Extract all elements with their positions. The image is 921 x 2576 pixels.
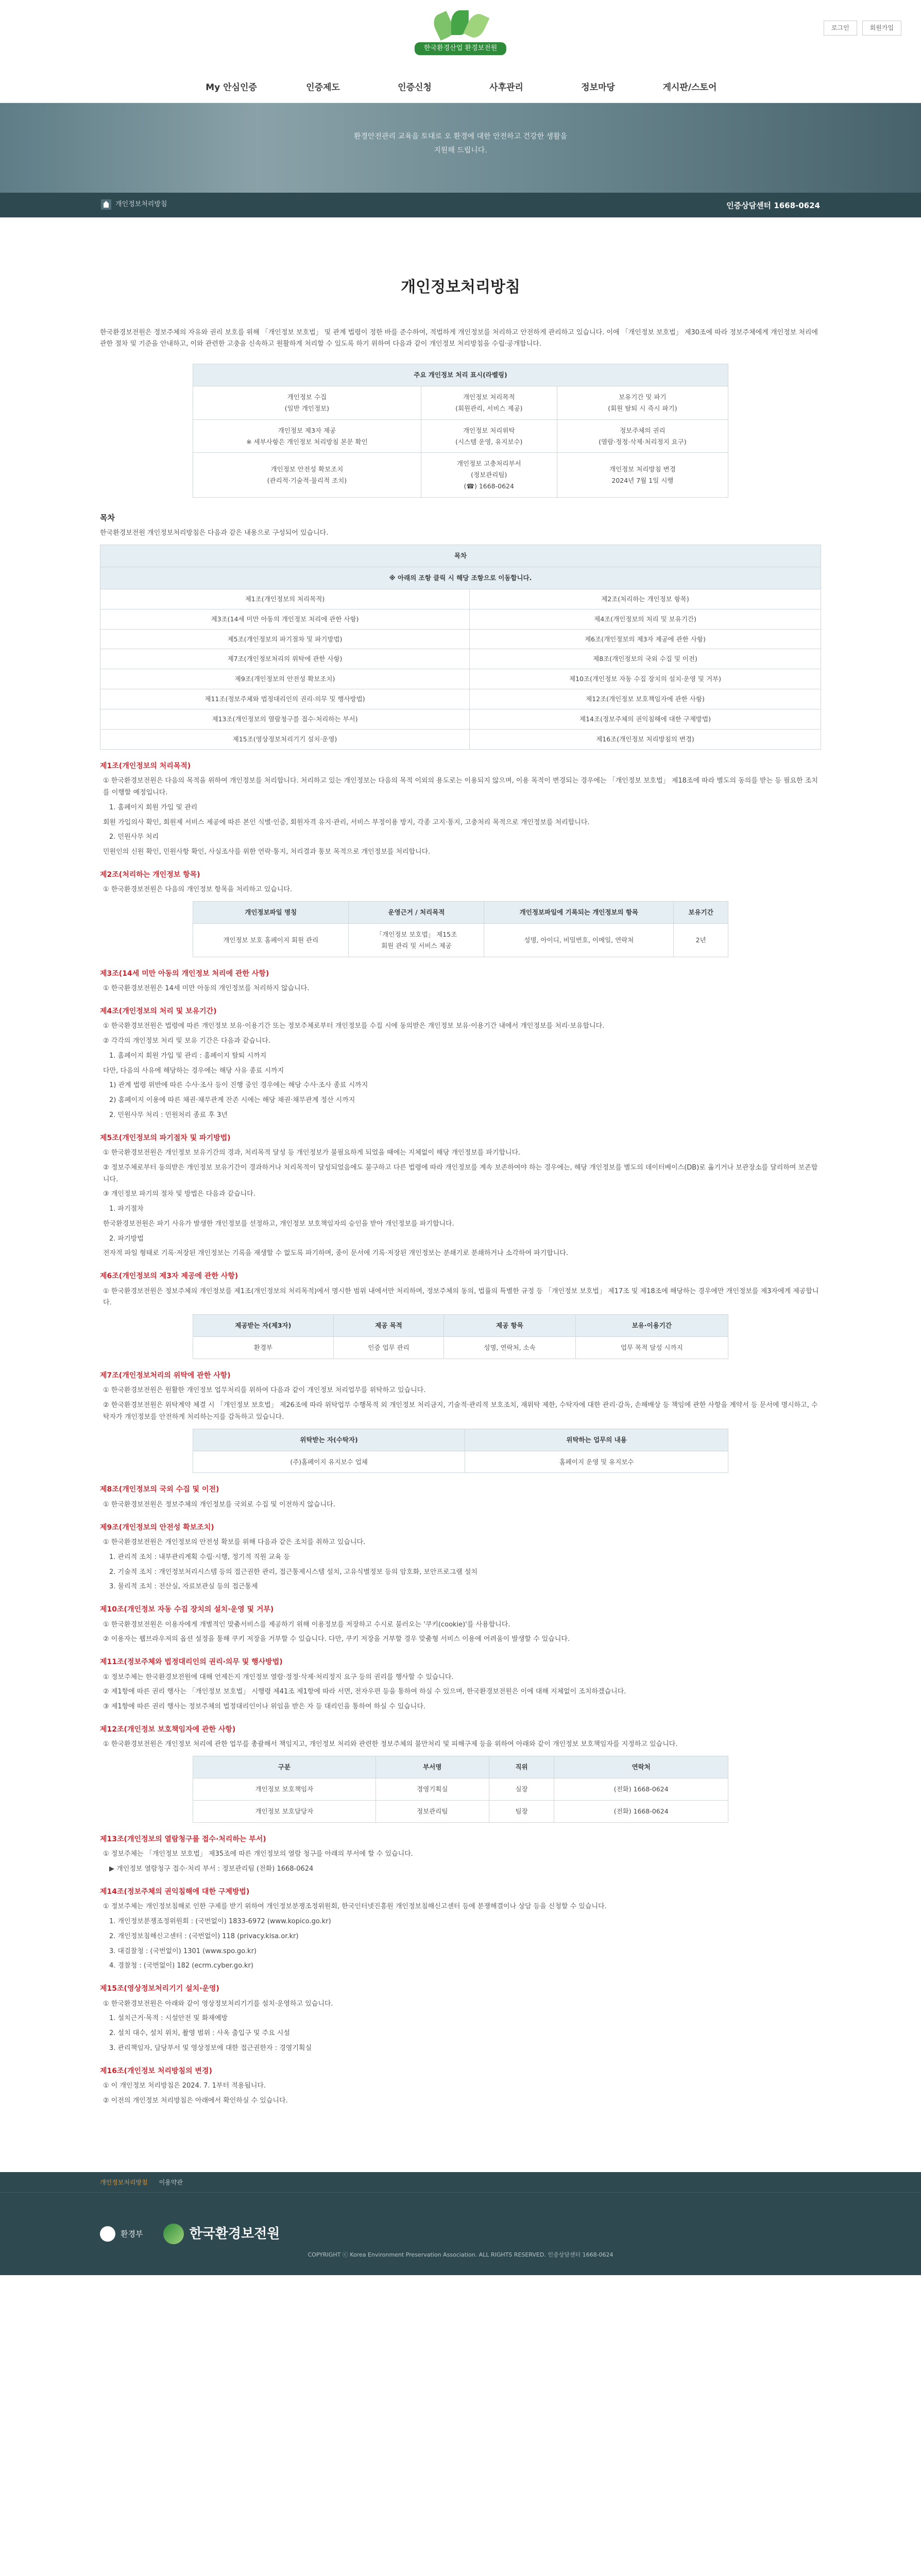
toc-row — [100, 649, 821, 669]
policy-section — [100, 760, 821, 858]
toc-subhead: ※ 아래의 조항 클릭 시 해당 조항으로 이동합니다. — [100, 567, 821, 589]
menu-my-certification[interactable]: My 안심인증 — [206, 82, 257, 93]
section-paragraph: 2. 설치 대수, 설치 위치, 촬영 범위 : 사옥 출입구 및 주요 시설 — [109, 2029, 290, 2037]
policy-section — [100, 1603, 821, 1646]
labeling-cell: 개인정보 고충처리부서 (정보관리팀) (☎) 1668-0624 — [421, 453, 557, 498]
section-paragraph: 다만, 다음의 사유에 해당하는 경우에는 해당 사유 종료 시까지 — [103, 1066, 284, 1075]
table-cell: (주)홈페이지 유지보수 업체 — [193, 1451, 465, 1473]
section-table — [193, 1429, 728, 1473]
section-paragraph: ③ 개인정보 파기의 절차 및 방법은 다음과 같습니다. — [103, 1190, 255, 1198]
section-paragraph: ① 이 개인정보 처리방침은 2024. 7. 1부터 적용됩니다. — [103, 2082, 266, 2090]
policy-section — [100, 1521, 821, 1594]
table-cell: 개인정보 보호담당자 — [193, 1800, 376, 1822]
agency-logo — [163, 2223, 280, 2246]
labeling-row — [193, 453, 728, 498]
breadcrumb — [101, 199, 167, 211]
section-paragraph: 1. 개인정보분쟁조정위원회 : (국번없이) 1833-6972 (www.kopico.go.kr) — [109, 1918, 331, 1925]
table-row — [193, 1800, 728, 1822]
section-paragraph: 2. 개인정보침해신고센터 : (국번없이) 118 (privacy.kisa.or.kr) — [109, 1932, 299, 1940]
section-paragraph: 2. 민원사무 처리 : 민원처리 종료 후 3년 — [109, 1111, 228, 1119]
breadcrumb-current: 개인정보처리방침 — [115, 200, 167, 208]
labeling-cell: 개인정보 처리목적 (회원관리, 서비스 제공) — [421, 386, 557, 419]
section-title: 제6조(개인정보의 제3자 제공에 관한 사항) — [100, 1272, 238, 1281]
table-header-cell: 개인정보파일에 기록되는 개인정보의 항목 — [484, 902, 674, 924]
section-title: 제10조(개인정보 자동 수집 장치의 설치·운영 및 거부) — [100, 1605, 274, 1614]
table-header-cell: 운영근거 / 처리목적 — [349, 902, 484, 924]
site-footer — [0, 2172, 921, 2275]
table-cell: (전화) 1668-0624 — [554, 1800, 728, 1822]
table-header-cell: 보유기간 — [674, 902, 728, 924]
section-paragraph: 4. 경찰청 : (국번없이) 182 (ecrm.cyber.go.kr) — [109, 1962, 253, 1970]
policy-section — [100, 2065, 821, 2107]
section-paragraph: 1. 홈페이지 회원 가입 및 관리 — [109, 803, 198, 811]
section-paragraph: ② 한국환경보전원은 위탁계약 체결 시 「개인정보 보호법」 제26조에 따라 위탁업무 수행목적 외 개인정보 처리금지, 기술적·관리적 보호조치, 재위탁 제한, 수탁자에 대한 관리·감독, 손해배상 등 책임에 관한 사항을 계약서 등 문서에 명시하고, 수탁자가 개인정보를 안전하게 처리하는지를 감독하고 있습니다. — [103, 1401, 818, 1421]
section-table — [193, 1314, 728, 1359]
section-title: 제8조(개인정보의 국외 수집 및 이전) — [100, 1485, 219, 1494]
section-paragraph: ▶ 개인정보 열람청구 접수·처리 부서 : 정보관리팀 (전화) 1668-0624 — [109, 1865, 314, 1873]
policy-section — [100, 968, 821, 995]
toc-row — [100, 689, 821, 709]
table-header-row — [193, 1756, 728, 1778]
table-cell: 「개인정보 보호법」 제15조 회원 관리 및 서비스 제공 — [349, 923, 484, 957]
section-paragraph: ② 각각의 개인정보 처리 및 보유 기간은 다음과 같습니다. — [103, 1037, 271, 1045]
toc-row — [100, 729, 821, 749]
section-title: 제5조(개인정보의 파기절차 및 파기방법) — [100, 1133, 231, 1142]
labeling-cell: 개인정보 처리위탁 (시스템 운영, 유지보수) — [421, 419, 557, 453]
section-paragraph: ① 정보주체는 한국환경보전원에 대해 언제든지 개인정보 열람·정정·삭제·처리정지 요구 등의 권리를 행사할 수 있습니다. — [103, 1673, 454, 1681]
home-icon[interactable] — [101, 199, 111, 210]
section-title: 제12조(개인정보 보호책임자에 관한 사항) — [100, 1725, 236, 1734]
footer-link-privacy[interactable]: 개인정보처리방침 — [100, 2178, 148, 2186]
toc-link[interactable]: 제2조(처리하는 개인정보 항목) — [469, 589, 821, 609]
table-cell: 인증 업무 관리 — [333, 1337, 444, 1359]
table-header-cell: 제공 목적 — [333, 1315, 444, 1337]
menu-certification-apply[interactable]: 인증신청 — [398, 82, 432, 93]
toc-link[interactable]: 제12조(개인정보 보호책임자에 관한 사항) — [469, 689, 821, 709]
toc-link[interactable]: 제14조(정보주체의 권익침해에 대한 구제방법) — [469, 709, 821, 730]
intro-text: 한국환경보전원은 정보주체의 자유와 권리 보호를 위해 「개인정보 보호법」 및 관계 법령이 정한 바를 준수하여, 적법하게 개인정보를 처리하고 안전하게 관리하고 있습니다. 이에 「개인정보 보호법」 제30조에 따라 정보주체에게 개인정보 처리에 관한 절차 및 기준을 안내하고, 이와 관련한 고충을 신속하고 원활하게 처리할 수 있도록 하기 위하여 다음과 같이 개인정보 처리방침을 수립·공개합니다. — [100, 328, 818, 348]
table-header-cell: 제공 항목 — [444, 1315, 575, 1337]
section-paragraph: 민원인의 신원 확인, 민원사항 확인, 사실조사를 위한 연락·통지, 처리결과 통보 목적으로 개인정보를 처리합니다. — [103, 848, 431, 856]
section-paragraph: 1. 홈페이지 회원 가입 및 관리 : 홈페이지 탈퇴 시까지 — [109, 1052, 267, 1060]
section-paragraph: ① 한국환경보전원은 원활한 개인정보 업무처리를 위하여 다음과 같이 개인정보 처리업무를 위탁하고 있습니다. — [103, 1386, 426, 1395]
section-paragraph: 2. 민원사무 처리 — [109, 833, 159, 841]
table-cell: 환경부 — [193, 1337, 334, 1359]
ministry-logo — [100, 2226, 143, 2242]
policy-section — [100, 869, 821, 957]
section-title: 제7조(개인정보처리의 위탁에 관한 사항) — [100, 1371, 231, 1380]
section-paragraph: 2) 홈페이지 이용에 따른 채권·채무관계 잔존 시에는 해당 채권·채무관계 정산 시까지 — [109, 1096, 355, 1105]
table-cell: 홈페이지 운영 및 유지보수 — [465, 1451, 728, 1473]
section-paragraph: ① 한국환경보전원은 정보주체의 개인정보를 국외로 수집 및 이전하지 않습니다. — [103, 1500, 335, 1509]
table-cell: 경영기획실 — [376, 1778, 489, 1801]
table-header-cell: 위탁하는 업무의 내용 — [465, 1429, 728, 1451]
toc-row — [100, 629, 821, 649]
section-paragraph: 3. 대검찰청 : (국번없이) 1301 (www.spo.go.kr) — [109, 1947, 257, 1955]
toc-link[interactable]: 제11조(정보주체와 법정대리인의 권리·의무 및 행사방법) — [100, 689, 470, 709]
labeling-cell: 보유기간 및 파기 (회원 탈퇴 시 즉시 파기) — [557, 386, 728, 419]
labeling-cell: 개인정보 안전성 확보조치 (관리적·기술적·물리적 조치) — [193, 453, 421, 498]
section-paragraph: ② 이용자는 웹브라우저의 옵션 설정을 통해 쿠키 저장을 거부할 수 있습니다. 다만, 쿠키 저장을 거부할 경우 맞춤형 서비스 이용에 어려움이 발생할 수 있습니다. — [103, 1635, 570, 1643]
toc-row — [100, 609, 821, 629]
privacy-policy-content — [100, 217, 821, 2172]
banner-line: 지원해 드립니다. — [434, 146, 487, 155]
section-paragraph: 3. 관리책임자, 담당부서 및 영상정보에 대한 접근권한자 : 경영기획실 — [109, 2044, 312, 2052]
menu-board[interactable]: 게시판/스토어 — [662, 82, 717, 93]
section-title: 제14조(정보주체의 권익침해에 대한 구제방법) — [100, 1887, 250, 1896]
menu-information[interactable]: 정보마당 — [581, 82, 615, 93]
menu-after-management[interactable]: 사후관리 — [489, 82, 523, 93]
toc-link[interactable]: 제8조(개인정보의 국외 수집 및 이전) — [469, 649, 821, 669]
policy-section — [100, 1483, 821, 1511]
policy-section — [100, 1833, 821, 1875]
section-title: 제3조(14세 미만 아동의 개인정보 처리에 관한 사항) — [100, 969, 269, 978]
consult-tel: 인증상담센터 1668-0624 — [726, 201, 820, 210]
leaf-logo-icon — [419, 10, 502, 41]
toc-link[interactable]: 제1조(개인정보의 처리목적) — [100, 589, 470, 609]
section-title: 제2조(처리하는 개인정보 항목) — [100, 870, 200, 879]
section-paragraph: ① 한국환경보전원은 다음의 목적을 위하여 개인정보를 처리합니다. 처리하고 있는 개인정보는 다음의 목적 이외의 용도로는 이용되지 않으며, 이용 목적이 변경되는 경우에는 「개인정보 보호법」 제18조에 따라 별도의 동의를 받는 등 필요한 조치를 이행할 예정입니다. — [103, 777, 818, 796]
toc-row — [100, 709, 821, 730]
sub-visual-banner — [0, 103, 921, 193]
logo-text: 한국환경산업 환경보전원 — [415, 42, 506, 55]
page-title: 개인정보처리방침 — [401, 278, 520, 296]
table-row — [193, 1778, 728, 1801]
section-paragraph: 전자적 파일 형태로 기록·저장된 개인정보는 기록을 재생할 수 없도록 파기하며, 종이 문서에 기록·저장된 개인정보는 분쇄기로 분쇄하거나 소각하여 파기합니다. — [103, 1249, 569, 1258]
labeling-cell: 개인정보 수집 (일반 개인정보) — [193, 386, 421, 419]
toc-description: 한국환경보전원 개인정보처리방침은 다음과 같은 내용으로 구성되어 있습니다. — [100, 529, 329, 537]
section-paragraph: ① 정보주체는 개인정보침해로 인한 구제를 받기 위하여 개인정보분쟁조정위원회, 한국인터넷진흥원 개인정보침해신고센터 등에 분쟁해결이나 상담 등을 신청할 수 있습니다. — [103, 1903, 607, 1911]
section-paragraph: ① 한국환경보전원은 이용자에게 개별적인 맞춤서비스를 제공하기 위해 이용정보를 저장하고 수시로 불러오는 '쿠키(cookie)'를 사용합니다. — [103, 1620, 510, 1629]
site-logo[interactable] — [415, 10, 506, 55]
policy-section — [100, 1723, 821, 1823]
section-paragraph: ① 한국환경보전원은 개인정보의 안전성 확보를 위해 다음과 같은 조치를 취하고 있습니다. — [103, 1538, 366, 1547]
policy-section — [100, 1656, 821, 1713]
section-paragraph: ① 한국환경보전원은 다음의 개인정보 항목을 처리하고 있습니다. — [103, 886, 293, 894]
section-paragraph: ① 한국환경보전원은 법령에 따른 개인정보 보유·이용기간 또는 정보주체로부터 개인정보를 수집 시에 동의받은 개인정보 보유·이용기간 내에서 개인정보를 처리·보유합니다. — [103, 1022, 605, 1030]
ministry-logo-text: 환경부 — [121, 2229, 143, 2239]
toc-link[interactable]: 제5조(개인정보의 파기절차 및 파기방법) — [100, 629, 470, 649]
banner-text — [0, 130, 921, 157]
table-header-row — [193, 1429, 728, 1451]
section-paragraph: 한국환경보전원은 파기 사유가 발생한 개인정보를 선정하고, 개인정보 보호책임자의 승인을 받아 개인정보를 파기합니다. — [103, 1219, 454, 1228]
section-paragraph: ② 제1항에 따른 권리 행사는 「개인정보 보호법」 시행령 제41조 제1항에 따라 서면, 전자우편 등을 통하여 하실 수 있으며, 한국환경보전원은 이에 대해 지체없이 조치하겠습니다. — [103, 1688, 626, 1696]
toc-link[interactable]: 제16조(개인정보 처리방침의 변경) — [469, 729, 821, 749]
section-paragraph: ① 한국환경보전원은 개인정보 보유기간의 경과, 처리목적 달성 등 개인정보가 불필요하게 되었을 때에는 지체없이 해당 개인정보를 파기합니다. — [103, 1149, 521, 1157]
table-header-row — [193, 1315, 728, 1337]
labeling-row — [193, 386, 728, 419]
table-header-row — [193, 902, 728, 924]
policy-section — [100, 1005, 821, 1122]
agency-logo-text: 한국환경보전원 — [189, 2226, 280, 2242]
footer-link-terms[interactable]: 이용약관 — [159, 2178, 183, 2186]
table-header-cell: 연락처 — [554, 1756, 728, 1778]
section-paragraph: 1) 관계 법령 위반에 따른 수사·조사 등이 진행 중인 경우에는 해당 수사·조사 종료 시까지 — [109, 1081, 368, 1090]
footer-copyright: COPYRIGHT ⓒ Korea Environment Preservation Association. ALL RIGHTS RESERVED. 인증상담센터 1668-0624 — [308, 2251, 613, 2258]
table-header-cell: 부서명 — [376, 1756, 489, 1778]
table-cell: 개인정보 보호책임자 — [193, 1778, 376, 1801]
toc-row — [100, 669, 821, 689]
toc-link[interactable]: 제13조(개인정보의 열람청구를 접수·처리하는 부서) — [100, 709, 470, 730]
labeling-table — [193, 364, 728, 498]
signup-button[interactable]: 회원가입 — [862, 21, 901, 36]
section-paragraph: 2. 파기방법 — [109, 1234, 144, 1243]
section-paragraph: 3. 물리적 조치 : 전산실, 자료보관실 등의 접근통제 — [109, 1583, 258, 1591]
toc-title: 목차 — [100, 513, 115, 522]
section-paragraph: ① 한국환경보전원은 14세 미만 아동의 개인정보를 처리하지 않습니다. — [103, 985, 310, 993]
section-paragraph: 1. 설치근거·목적 : 시설안전 및 화재예방 — [109, 2014, 228, 2023]
labeling-title: 주요 개인정보 처리 표시(라벨링) — [193, 364, 728, 386]
section-paragraph: ① 정보주체는 「개인정보 보호법」 제35조에 따른 개인정보의 열람 청구를 아래의 부서에 할 수 있습니다. — [103, 1850, 413, 1858]
toc-link[interactable]: 제4조(개인정보의 처리 및 보유기간) — [469, 609, 821, 629]
section-table — [193, 901, 728, 957]
table-row — [193, 923, 728, 957]
table-header-cell: 직위 — [489, 1756, 554, 1778]
agency-emblem-icon — [163, 2224, 184, 2244]
toc-link[interactable]: 제3조(14세 미만 아동의 개인정보 처리에 관한 사항) — [100, 609, 470, 629]
labeling-cell: 정보주체의 권리 (열람·정정·삭제·처리정지 요구) — [557, 419, 728, 453]
footer-logos — [100, 2223, 280, 2246]
location-bar — [0, 193, 921, 217]
labeling-cell: 개인정보 처리방침 변경 2024년 7월 1일 시행 — [557, 453, 728, 498]
table-header-cell: 개인정보파일 명칭 — [193, 902, 349, 924]
toc-link[interactable]: 제15조(영상정보처리기기 설치·운영) — [100, 729, 470, 749]
toc-head: 목차 — [100, 545, 821, 567]
table-cell: 성명, 연락처, 소속 — [444, 1337, 575, 1359]
section-title: 제13조(개인정보의 열람청구를 접수·처리하는 부서) — [100, 1835, 266, 1843]
section-title: 제4조(개인정보의 처리 및 보유기간) — [100, 1007, 217, 1015]
toc-link[interactable]: 제10조(개인정보 자동 수집 장치의 설치·운영 및 거부) — [469, 669, 821, 689]
section-title: 제9조(개인정보의 안전성 확보조치) — [100, 1523, 214, 1532]
utility-nav — [824, 21, 901, 36]
section-paragraph: ① 한국환경보전원은 아래와 같이 영상정보처리기기를 설치·운영하고 있습니다. — [103, 1999, 333, 2008]
policy-section — [100, 1982, 821, 2055]
section-title: 제15조(영상정보처리기기 설치·운영) — [100, 1985, 219, 1993]
table-cell: 성명, 아이디, 비밀번호, 이메일, 연락처 — [484, 923, 674, 957]
policy-section — [100, 1132, 821, 1260]
table-cell: 팀장 — [489, 1800, 554, 1822]
section-paragraph: 1. 파기절차 — [109, 1205, 144, 1213]
table-header-cell: 구분 — [193, 1756, 376, 1778]
table-cell: 실장 — [489, 1778, 554, 1801]
site-header — [0, 0, 921, 103]
table-cell: 2년 — [674, 923, 728, 957]
main-menu — [0, 73, 921, 103]
section-title: 제1조(개인정보의 처리목적) — [100, 761, 191, 770]
section-paragraph: ② 이전의 개인정보 처리방침은 아래에서 확인하실 수 있습니다. — [103, 2096, 288, 2105]
table-cell: 업무 목적 달성 시까지 — [575, 1337, 728, 1359]
section-paragraph: ② 정보주체로부터 동의받은 개인정보 보유기간이 경과하거나 처리목적이 달성되었음에도 불구하고 다른 법령에 따라 개인정보를 계속 보존하여야 하는 경우에는, 해당 개인정보를 별도의 데이터베이스(DB)로 옮기거나 보관장소를 달리하여 보존합니다. — [103, 1163, 818, 1183]
labeling-row — [193, 419, 728, 453]
policy-sections — [100, 760, 821, 2107]
section-paragraph: 2. 기술적 조치 : 개인정보처리시스템 등의 접근권한 관리, 접근통제시스템 설치, 고유식별정보 등의 암호화, 보안프로그램 설치 — [109, 1568, 477, 1576]
footer-main — [0, 2193, 921, 2275]
toc-link[interactable]: 제6조(개인정보의 제3자 제공에 관한 사항) — [469, 629, 821, 649]
policy-section — [100, 1270, 821, 1359]
labeling-cell: 개인정보 제3자 제공 ※ 세부사항은 개인정보 처리방침 본문 확인 — [193, 419, 421, 453]
banner-line: 환경안전관리 교육을 토대로 오 환경에 대한 안전하고 건강한 생활을 — [353, 132, 568, 141]
section-title: 제16조(개인정보 처리방침의 변경) — [100, 2066, 212, 2075]
table-row — [193, 1451, 728, 1473]
menu-certification-system[interactable]: 인증제도 — [306, 82, 340, 93]
ministry-emblem-icon — [100, 2226, 115, 2242]
table-header-cell: 위탁받는 자(수탁자) — [193, 1429, 465, 1451]
table-cell: (전화) 1668-0624 — [554, 1778, 728, 1801]
table-header-cell: 제공받는 자(제3자) — [193, 1315, 334, 1337]
section-paragraph: ① 한국환경보전원은 정보주체의 개인정보를 제1조(개인정보의 처리목적)에서 명시한 범위 내에서만 처리하며, 정보주체의 동의, 법률의 특별한 규정 등 「개인정보 보호법」 제17조 및 제18조에 해당하는 경우에만 개인정보를 제3자에게 제공합니다. — [103, 1287, 819, 1307]
section-paragraph: 회원 가입의사 확인, 회원제 서비스 제공에 따른 본인 식별·인증, 회원자격 유지·관리, 서비스 부정이용 방지, 각종 고지·통지, 고충처리 목적으로 개인정보를 처리합니다. — [103, 818, 590, 826]
section-title: 제11조(정보주체와 법정대리인의 권리·의무 및 행사방법) — [100, 1658, 283, 1667]
toc-row — [100, 589, 821, 609]
toc-link[interactable]: 제9조(개인정보의 안전성 확보조치) — [100, 669, 470, 689]
table-header-cell: 보유·이용기간 — [575, 1315, 728, 1337]
footer-links-bar — [0, 2172, 921, 2193]
policy-section — [100, 1369, 821, 1473]
toc-link[interactable]: 제7조(개인정보처리의 위탁에 관한 사항) — [100, 649, 470, 669]
table-cell: 개인정보 보호 홈페이지 회원 관리 — [193, 923, 349, 957]
table-row — [193, 1337, 728, 1359]
policy-section — [100, 1886, 821, 1972]
section-paragraph: 1. 관리적 조치 : 내부관리계획 수립·시행, 정기적 직원 교육 등 — [109, 1553, 291, 1561]
section-paragraph: ① 한국환경보전원은 개인정보 처리에 관한 업무를 총괄해서 책임지고, 개인정보 처리와 관련한 정보주체의 불만처리 및 피해구제 등을 위하여 아래와 같이 개인정보 보호책임자를 지정하고 있습니다. — [103, 1740, 678, 1749]
table-cell: 정보관리팀 — [376, 1800, 489, 1822]
login-button[interactable]: 로그인 — [824, 21, 857, 36]
section-paragraph: ③ 제1항에 따른 권리 행사는 정보주체의 법정대리인이나 위임을 받은 자 등 대리인을 통하여 하실 수 있습니다. — [103, 1703, 426, 1711]
toc-table — [100, 545, 821, 750]
section-table — [193, 1756, 728, 1823]
